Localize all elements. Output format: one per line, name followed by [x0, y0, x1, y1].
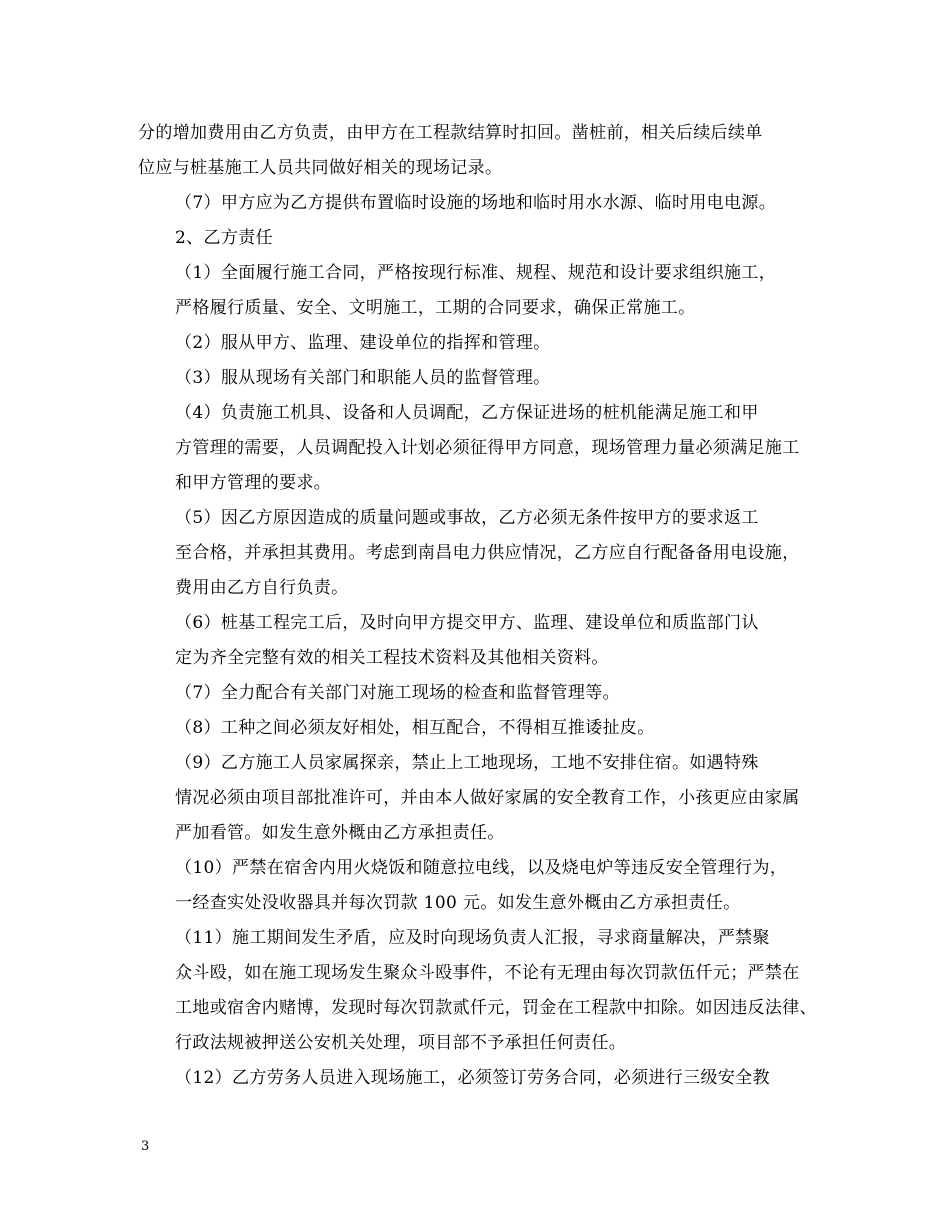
paragraph	[138, 921, 818, 1061]
text-line: （3）服从现场有关部门和职能人员的监督管理。	[175, 368, 551, 388]
text-line: 行政法规被押送公安机关处理，项目部不予承担任何责任。	[175, 1033, 627, 1053]
text-line: 定为齐全完整有效的相关工程技术资料及其他相关资料。	[175, 648, 609, 668]
text-line: 严格履行质量、安全、文明施工，工期的合同要求，确保正常施工。	[175, 298, 696, 318]
text-line: 众斗殴，如在施工现场发生聚众斗殴事件，不论有无理由每次罚款伍仟元；严禁在	[175, 963, 800, 983]
document-body	[138, 116, 818, 1096]
paragraph	[138, 1061, 818, 1096]
paragraph	[138, 396, 818, 501]
paragraph	[138, 851, 818, 921]
text-line: 位应与桩基施工人员共同做好相关的现场记录。	[138, 158, 503, 178]
paragraph	[138, 746, 818, 851]
text-line: 分的增加费用由乙方负责，由甲方在工程款结算时扣回。凿桩前，相关后续后续单	[138, 123, 763, 143]
text-line: （10）严禁在宿舍内用火烧饭和随意拉电线，以及烧电炉等违反安全管理行为，	[175, 858, 788, 878]
text-line: （1）全面履行施工合同，严格按现行标准、规程、规范和设计要求组织施工，	[175, 263, 777, 283]
text-line: 至合格，并承担其费用。考虑到南昌电力供应情况，乙方应自行配备备用电设施，	[175, 543, 800, 563]
text-line: （5）因乙方原因造成的质量问题或事故，乙方必须无条件按甲方的要求返工	[175, 508, 759, 528]
paragraph	[138, 361, 818, 396]
page-number: 3	[141, 1139, 150, 1154]
paragraph	[138, 606, 818, 676]
paragraph	[138, 326, 818, 361]
text-line: 2、乙方责任	[175, 228, 273, 248]
text-line: （11）施工期间发生矛盾，应及时向现场负责人汇报，寻求商量解决，严禁聚	[175, 928, 770, 948]
text-line: 和甲方管理的要求。	[175, 473, 332, 493]
text-line: （7）甲方应为乙方提供布置临时设施的场地和临时用水水源、临时用电电源。	[175, 193, 777, 213]
text-line: （4）负责施工机具、设备和人员调配，乙方保证进场的桩机能满足施工和甲	[175, 403, 759, 423]
paragraph	[138, 676, 818, 711]
text-line: 工地或宿舍内赌博，发现时每次罚款贰仟元，罚金在工程款中扣除。如因违反法律、	[175, 998, 817, 1018]
paragraph	[138, 501, 818, 606]
text-line: 一经查实处没收器具并每次罚款 100 元。如发生意外概由乙方承担责任。	[175, 893, 741, 913]
paragraph	[138, 711, 818, 746]
text-line: 严加看管。如发生意外概由乙方承担责任。	[175, 823, 505, 843]
text-line: （6）桩基工程完工后，及时向甲方提交甲方、监理、建设单位和质监部门认	[175, 613, 759, 633]
text-line: 情况必须由项目部批准许可，并由本人做好家属的安全教育工作，小孩更应由家属	[175, 788, 800, 808]
text-line: （7）全力配合有关部门对施工现场的检查和监督管理等。	[175, 683, 620, 703]
paragraph	[138, 186, 818, 221]
text-line: （2）服从甲方、监理、建设单位的指挥和管理。	[175, 333, 551, 353]
text-line: 费用由乙方自行负责。	[175, 578, 349, 598]
paragraph	[138, 116, 818, 186]
text-line: （8）工种之间必须友好相处，相互配合，不得相互推诿扯皮。	[175, 718, 655, 738]
paragraph	[138, 221, 818, 256]
text-line: （12）乙方劳务人员进入现场施工，必须签订劳务合同，必须进行三级安全教	[175, 1068, 770, 1088]
paragraph	[138, 256, 818, 326]
text-line: （9）乙方施工人员家属探亲，禁止上工地现场，工地不安排住宿。如遇特殊	[175, 753, 759, 773]
text-line: 方管理的需要，人员调配投入计划必须征得甲方同意，现场管理力量必须满足施工	[175, 438, 800, 458]
